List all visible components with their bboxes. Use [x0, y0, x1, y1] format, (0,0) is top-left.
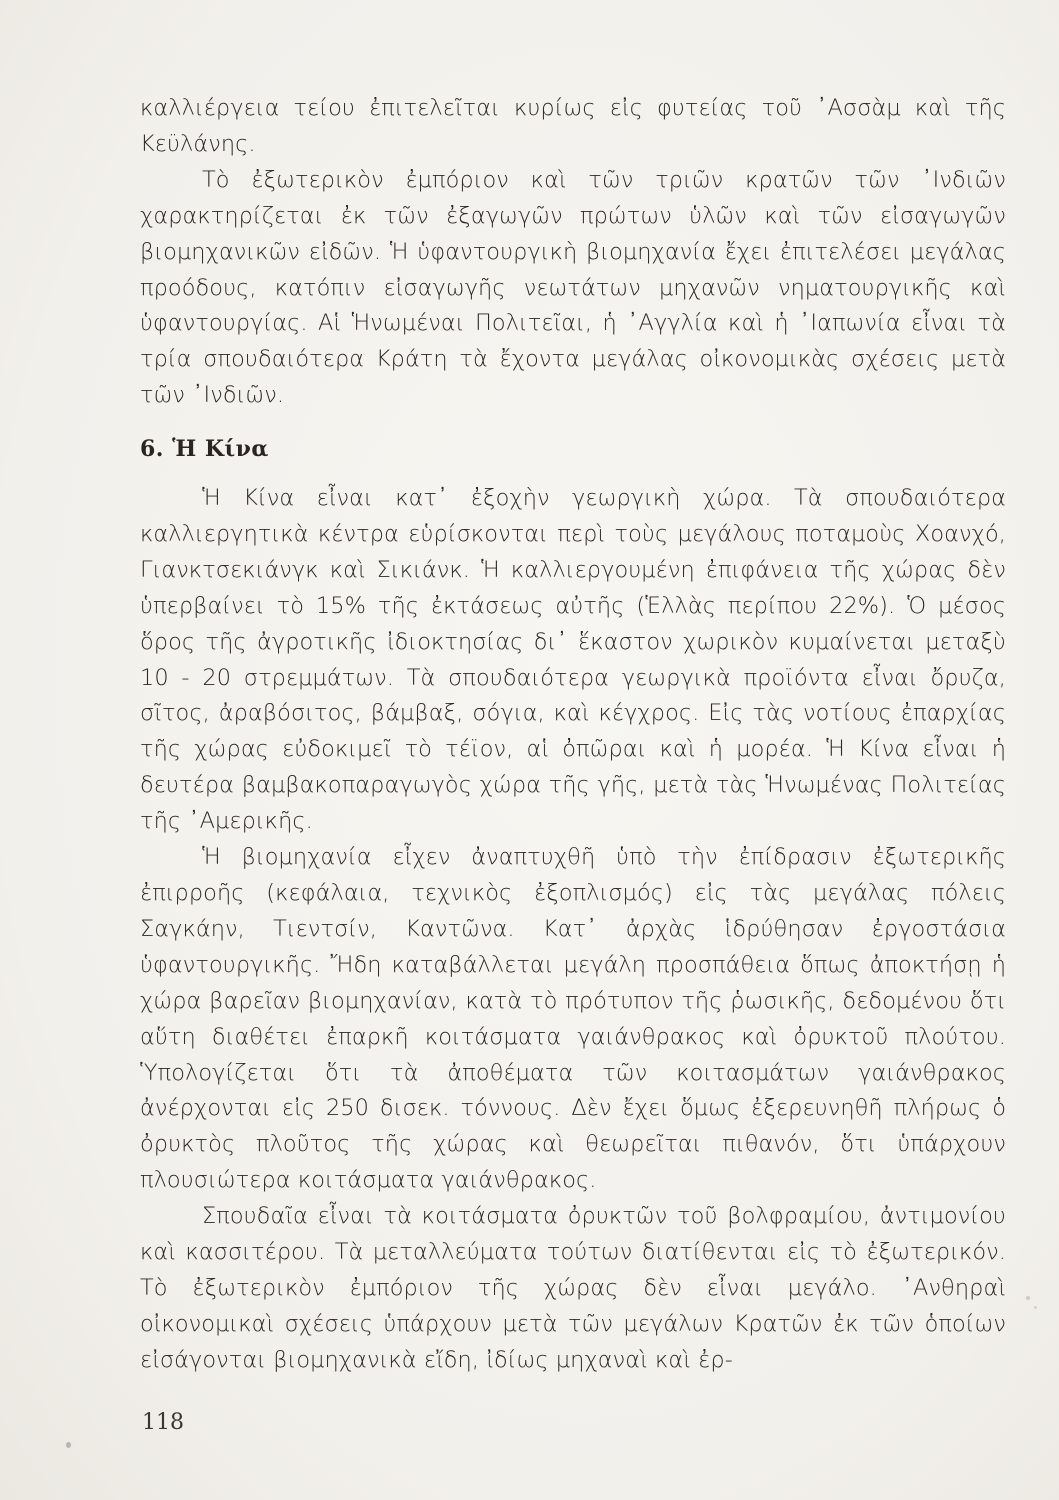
text-block-top	[140, 91, 1006, 414]
section-heading: 6. Ἡ Κίνα	[140, 436, 269, 462]
paragraph-china-industry: Ἡ βιομηχανία εἶχεν ἀναπτυχθῆ ὑπὸ τὴν ἐπίδρασιν ἐξωτερικῆς ἐπιρροῆς (κεφάλαια, τεχνικὸς ἐξοπλισμός) εἰς τὰς μεγάλας πόλεις Σαγκάην, Τιεντσίν, Καντῶνα. Κατ᾿ ἀρχὰς ἱδρύθησαν ἐργοστάσια ὑφαντουργικῆς. Ἤδη καταβάλλεται μεγάλη προσπάθεια ὅπως ἀποκτήσῃ ἡ χώρα βαρεῖαν βιομηχανίαν, κατὰ τὸ πρότυπον τῆς ῥωσικῆς, δεδομένου ὅτι αὕτη διαθέτει ἐπαρκῆ κοιτάσματα γαιάνθρακος καὶ ὀρυκτοῦ πλούτου. Ὑπολογίζεται ὅτι τὰ ἀποθέματα τῶν κοιτασμάτων γαιάνθρακος ἀνέρχονται εἰς 250 δισεκ. τόννους. Δὲν ἔχει ὅμως ἐξερευνηθῆ πλήρως ὁ ὀρυκτὸς πλοῦτος τῆς χώρας καὶ θεωρεῖται πιθανόν, ὅτι ὑπάρχουν πλουσιώτερα κοιτάσματα γαιάνθρακος.	[140, 844, 1006, 1194]
text-block-china	[140, 481, 1006, 1379]
print-speck	[66, 1442, 71, 1448]
print-speck	[1026, 1296, 1030, 1300]
paragraph-continuation: καλλιέργεια τείου ἐπιτελεῖται κυρίως εἰς φυτείας τοῦ ᾿Ασσὰμ καὶ τῆς Κεϋλάνης.	[140, 95, 1006, 157]
paragraph-china-agriculture: Ἡ Κίνα εἶναι κατ᾿ ἐξοχὴν γεωργικὴ χώρα. Τὰ σπουδαιότερα καλλιεργητικὰ κέντρα εὑρίσκονται περὶ τοὺς μεγάλους ποταμοὺς Χοανχό, Γιανκτσεκιάνγκ καὶ Σικιάνκ. Ἡ καλλιεργουμένη ἐπιφάνεια τῆς χώρας δὲν ὑπερβαίνει τὸ 15% τῆς ἐκτάσεως αὐτῆς (Ἑλλὰς περίπου 22%). Ὁ μέσος ὅρος τῆς ἀγροτικῆς ἰδιοκτησίας δι᾿ ἕκαστον χωρικὸν κυμαίνεται μεταξὺ 10 - 20 στρεμμάτων. Τὰ σπουδαιότερα γεωργικὰ προϊόντα εἶναι ὄρυζα, σῖτος, ἀραβόσιτος, βάμβαξ, σόγια, καὶ κέγχρος. Εἰς τὰς νοτίους ἐπαρχίας τῆς χώρας εὐδοκιμεῖ τὸ τέϊον, αἱ ὀπῶραι καὶ ἡ μορέα. Ἡ Κίνα εἶναι ἡ δευτέρα βαμβακοπαραγωγὸς χώρα τῆς γῆς, μετὰ τὰς Ἡνωμένας Πολιτείας τῆς ᾿Αμερικῆς.	[140, 485, 1006, 835]
paragraph-china-minerals: Σπουδαῖα εἶναι τὰ κοιτάσματα ὀρυκτῶν τοῦ βολφραμίου, ἀντιμονίου καὶ κασσιτέρου. Τὰ μεταλλεύματα τούτων διατίθενται εἰς τὸ ἐξωτερικόν. Τὸ ἐξωτερικὸν ἐμπόριον τῆς χώρας δὲν εἶναι μεγάλο. ᾿Ανθηραὶ οἰκονομικαὶ σχέσεις ὑπάρχουν μετὰ τῶν μεγάλων Κρατῶν ἐκ τῶν ὁποίων εἰσάγονται βιομηχανικὰ εἴδη, ἰδίως μηχαναὶ καὶ ἐρ-	[140, 1203, 1006, 1373]
print-speck	[1034, 1306, 1037, 1309]
paragraph-india-trade: Τὸ ἐξωτερικὸν ἐμπόριον καὶ τῶν τριῶν κρατῶν τῶν ᾿Ινδιῶν χαρακτηρίζεται ἐκ τῶν ἐξαγωγῶν πρώτων ὑλῶν καὶ τῶν εἰσαγωγῶν βιομηχανικῶν εἰδῶν. Ἡ ὑφαντουργικὴ βιομηχανία ἔχει ἐπιτελέσει μεγάλας προόδους, κατόπιν εἰσαγωγῆς νεωτάτων μηχανῶν νηματουργικῆς καὶ ὑφαντουργίας. Αἱ Ἡνωμέναι Πολιτεῖαι, ἡ ᾿Αγγλία καὶ ἡ ᾿Ιαπωνία εἶναι τὰ τρία σπουδαιότερα Κράτη τὰ ἔχοντα μεγάλας οἰκονομικὰς σχέσεις μετὰ τῶν ᾿Ινδιῶν.	[140, 166, 1006, 409]
page-number: 118	[142, 1410, 184, 1435]
